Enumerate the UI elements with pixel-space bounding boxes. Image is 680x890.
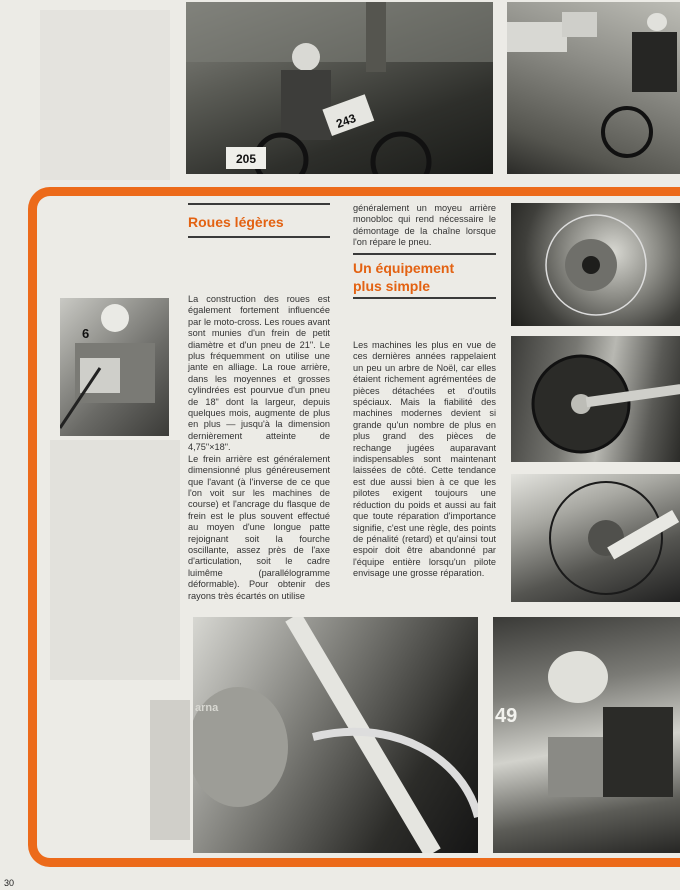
heading-underline-roues [188, 236, 330, 238]
photo-front-fork-closeup [193, 617, 478, 853]
photo-rocky-track [507, 2, 680, 174]
rocky-track-illustration [507, 2, 680, 174]
riders-illustration [186, 2, 493, 174]
heading-roues-legeres: Roues légères [188, 214, 284, 230]
photo-sprocket [511, 336, 680, 462]
sprocket-illustration [511, 336, 680, 462]
rear-brake-illustration [511, 474, 680, 602]
paragraph-roues-1: La construction des roues est également fortement influencée par le moto-cross. Les roues avant sont munies d'un frein de petit diamètre et d'un pneu de 21". Le plus fréquemment on utilise une jante en alliage. La roue arrière, dans les moyennes et grosses cylindrées est pourvue d'un pneu de 18" dont la largeur, depuis quelques mois, augmente de plus en plus — jusqu'à la dimension dernièrement atteinte de 4,75"×18". [188, 294, 330, 453]
heading-rule-equipement [353, 253, 496, 255]
photo-rear-brake [511, 474, 680, 602]
paragraph-roues-2: Le frein arrière est généralement dimensionné plus généreusement que l'avant (à l'inverse de ce que l'on voit sur les machines de course) et l'ancrage du flasque de frein est le plus souvent effectué au moyen d'une longue patte rejoignant soit la fourche oscillante, assez près de l'axe d'articulation, soit le cadre luimême (parallélogramme déformable). Pour obtenir des rayons très écartés on utilise [188, 453, 330, 601]
column-continuation-text [353, 203, 496, 249]
column-roues-text [188, 294, 330, 602]
heading-equipement-line1: Un équipement [353, 260, 455, 276]
photo-rear-hub [511, 203, 680, 326]
heading-underline-equipement [353, 297, 496, 299]
tank-lettering: arna [195, 702, 219, 714]
photo-front-wheel-detail [60, 298, 169, 436]
heading-rule-roues [188, 203, 330, 205]
faded-margin-block [40, 10, 170, 180]
fork-illustration [193, 617, 478, 853]
paragraph-continuation: généralement un moyeu arrière monobloc qui rend nécessaire le démontage de la chaîne lorsque l'on répare le pneu. [353, 203, 496, 248]
photo-engine-number-49 [493, 617, 680, 853]
front-wheel-illustration [60, 298, 169, 436]
rear-hub-illustration [511, 203, 680, 326]
page-number: 30 [4, 878, 15, 888]
column-equipement-text [353, 340, 496, 580]
photo-motocross-riders [186, 2, 493, 174]
engine-illustration [493, 617, 680, 853]
heading-equipement-line2: plus simple [353, 278, 431, 294]
race-number-6: 6 [82, 326, 90, 341]
race-number-243: 243 [334, 110, 358, 132]
race-number-205: 205 [236, 152, 257, 166]
race-number-49: 49 [495, 705, 518, 727]
paragraph-equipement: Les machines les plus en vue de ces dernières années rappelaient un peu un arbre de Noël, car elles étaient richement agrémentées de pièces détachées et d'outils spéciaux. Mais la fiabilité des machines modernes devient si grande qu'un nombre de plus en plus grand des pièces de rechange jugées auparavant indispensables sont maintenant laissées de côté. Cette tendance est due aussi bien à ce que les pilotes exigent toujours une réduction du poids et aussi au fait que toute réparation d'importance signifie, c'est une règle, des points de pénalité (retard) et qu'ainsi tout espoir doit être abandonné par l'équipe entière lorsqu'un pilote envisage une grosse réparation. [353, 340, 496, 579]
